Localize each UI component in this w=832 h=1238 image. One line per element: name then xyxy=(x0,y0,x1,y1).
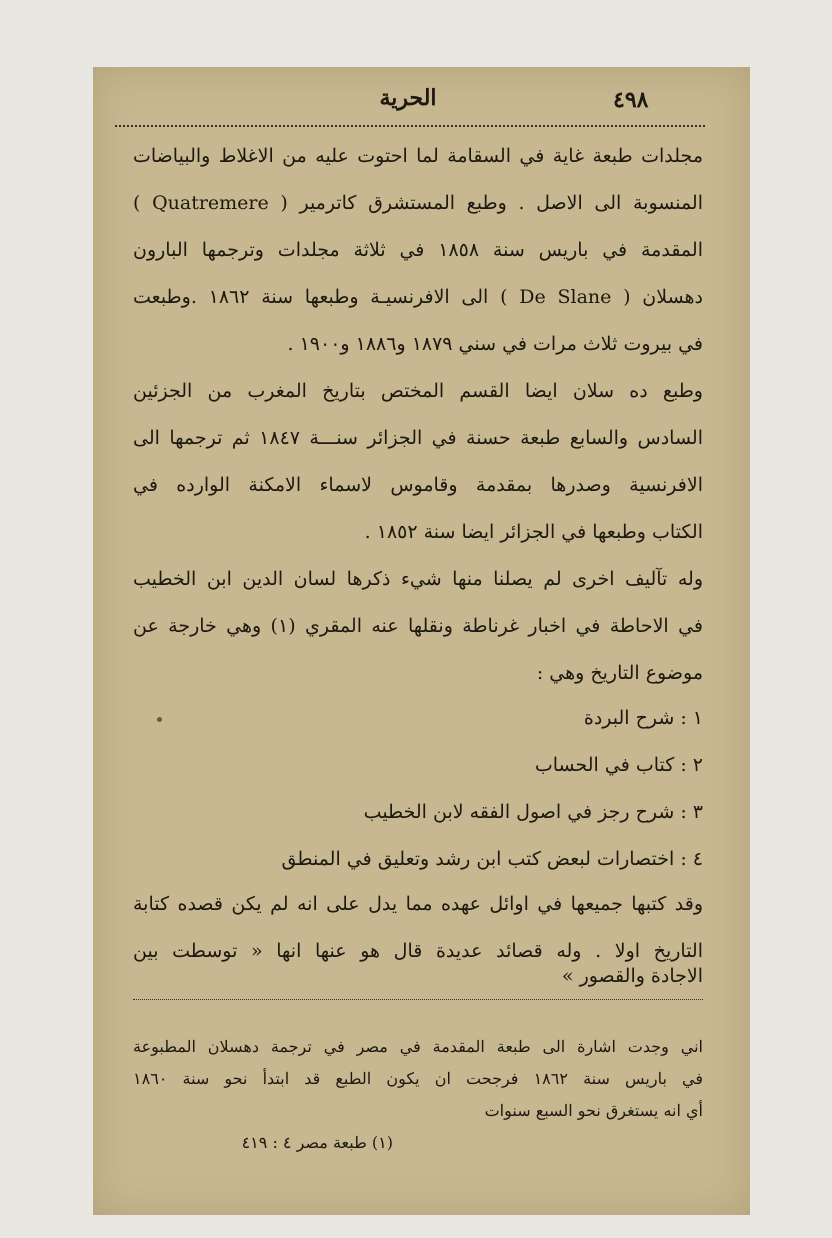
body-line: دهسلان ( De Slane ) الى الافرنسيـة وطبعها سنة ١٨٦٢ .وطبعت xyxy=(133,286,703,308)
body-line: وله تآليف اخرى لم يصلنا منها شيء ذكرها لسان الدين ابن الخطيب xyxy=(133,568,703,590)
page-number: ٤٩٨ xyxy=(613,87,649,113)
body-line: وطبع ده سلان ايضا القسم المختص بتاريخ المغرب من الجزئين xyxy=(133,380,703,402)
header-divider xyxy=(115,125,705,127)
footnote-divider xyxy=(133,999,703,1000)
body-line: المقدمة في باريس سنة ١٨٥٨ في ثلاثة مجلدات وترجمها البارون xyxy=(133,239,703,261)
list-item: ٣ : شرح رجز في اصول الفقه لابن الخطيب xyxy=(363,801,703,823)
book-page xyxy=(93,67,750,1215)
footnote-line: أي انه يستغرق نحو السبع سنوات xyxy=(484,1101,703,1120)
list-item: ٤ : اختصارات لبعض كتب ابن رشد وتعليق في المنطق xyxy=(281,848,703,870)
body-line: موضوع التاريخ وهي : xyxy=(536,662,703,684)
body-line: في الاحاطة في اخبار غرناطة ونقلها عنه المقري (١) وهي خارجة عن xyxy=(133,615,703,637)
body-line: المنسوبة الى الاصل . وطبع المستشرق كاترمير ( Quatremere ) xyxy=(133,192,704,214)
running-title: الحرية xyxy=(379,85,437,111)
body-line: السادس والسابع طبعة حسنة في الجزائر سنـــة ١٨٤٧ ثم ترجمها الى xyxy=(133,427,703,449)
list-item: ٢ : كتاب في الحساب xyxy=(534,754,703,776)
body-line: الكتاب وطبعها في الجزائر ايضا سنة ١٨٥٢ . xyxy=(364,521,703,543)
footnote-reference: (١) طبعة مصر ٤ : ٤١٩ xyxy=(241,1133,393,1152)
footnote-line: اني وجدت اشارة الى طبعة المقدمة في مصر في ترجمة دهسلان المطبوعة xyxy=(133,1037,703,1056)
ink-speck xyxy=(157,717,162,722)
list-item: ١ : شرح البردة xyxy=(583,707,703,729)
body-line: الافرنسية وصدرها بمقدمة وقاموس لاسماء الامكنة الوارده في xyxy=(133,474,703,496)
closing-line: الاجادة والقصور » xyxy=(561,965,703,987)
footnote-line: في باريس سنة ١٨٦٢ فرجحت ان يكون الطبع قد ابتدأ نحو سنة ١٨٦٠ xyxy=(133,1069,703,1088)
body-line: مجلدات طبعة غاية في السقامة لما احتوت عليه من الاغلاط والبياضات xyxy=(133,145,703,167)
body-line: التاريخ اولا . وله قصائد عديدة قال هو عنها انها « توسطت بين xyxy=(133,940,703,962)
body-line: وقد كتبها جميعها في اوائل عهده مما يدل على انه لم يكن قصده كتابة xyxy=(133,893,703,915)
body-line: في بيروت ثلاث مرات في سني ١٨٧٩ و١٨٨٦ و١٩٠٠ . xyxy=(287,333,703,355)
